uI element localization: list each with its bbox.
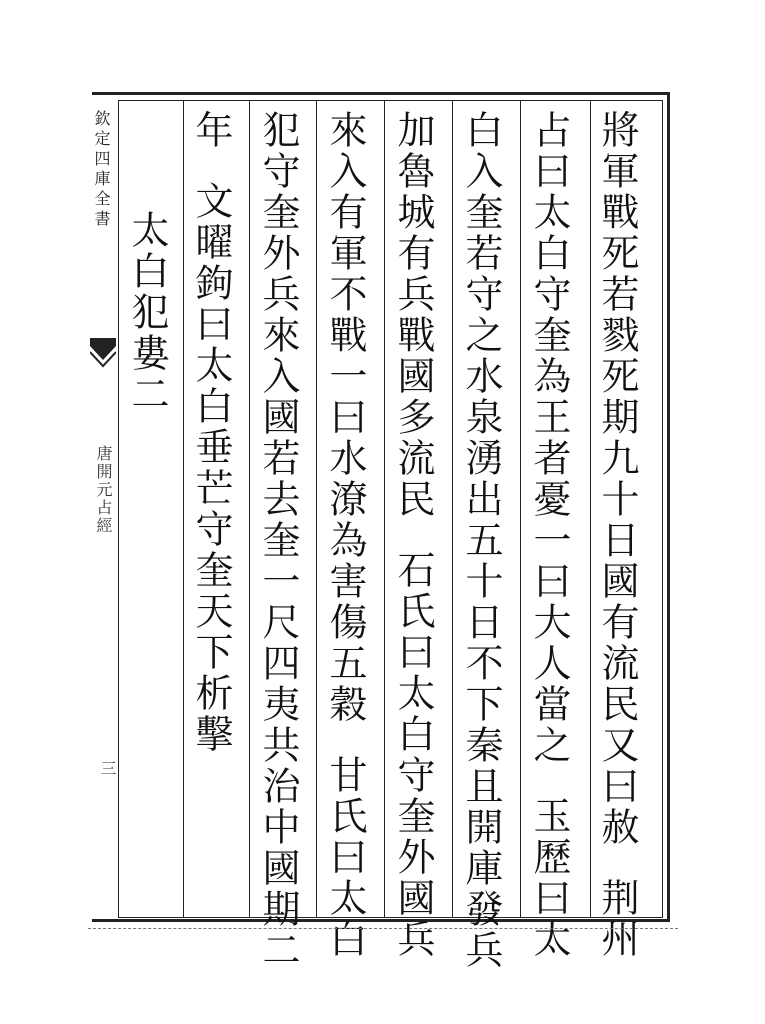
column-text: 加魯城有兵戰國多流民 xyxy=(391,110,435,520)
series-title: 欽定四庫全書 xyxy=(92,110,111,230)
page-edge xyxy=(88,928,678,929)
section-heading: 太白犯婁二 xyxy=(125,210,169,415)
column-divider xyxy=(316,100,317,918)
fish-tail-icon xyxy=(90,338,116,370)
column-text: 將軍戰死若戮死期九十日國有流民又曰赦 xyxy=(595,110,639,848)
text-column-1 xyxy=(595,110,639,960)
column-note: 文曜鉤曰太白垂芒守奎天下析擊 xyxy=(189,181,233,755)
column-note: 荆州 xyxy=(595,878,639,960)
text-column-7 xyxy=(189,110,233,755)
column-text: 占曰太白守奎為王者憂一曰大人當之 xyxy=(527,110,571,766)
column-divider xyxy=(452,100,453,918)
text-column-5 xyxy=(323,110,367,960)
column-text: 來入有軍不戰一曰水潦為害傷五穀 xyxy=(323,110,367,725)
column-text: 白入奎若守之水泉湧出五十日不下秦且開庫發兵 xyxy=(459,110,503,971)
column-text: 犯守奎外兵來入國若去奎一尺四夷共治中國期二 xyxy=(256,110,300,971)
column-divider xyxy=(384,100,385,918)
page-number: 三 xyxy=(98,760,117,776)
text-column-3 xyxy=(459,110,503,971)
column-text: 年 xyxy=(189,110,233,151)
text-column-8 xyxy=(125,210,169,415)
column-divider xyxy=(249,100,250,918)
column-divider xyxy=(520,100,521,918)
column-divider xyxy=(183,100,184,918)
column-note: 石氏曰太白守奎外國兵 xyxy=(391,550,435,960)
text-column-6 xyxy=(256,110,300,971)
text-column-2 xyxy=(527,110,571,960)
book-title: 唐開元占經 xyxy=(94,445,113,535)
column-note: 玉歷曰太 xyxy=(527,796,571,960)
column-note: 甘氏曰太白 xyxy=(323,755,367,960)
text-column-4 xyxy=(391,110,435,960)
column-divider xyxy=(590,100,591,918)
